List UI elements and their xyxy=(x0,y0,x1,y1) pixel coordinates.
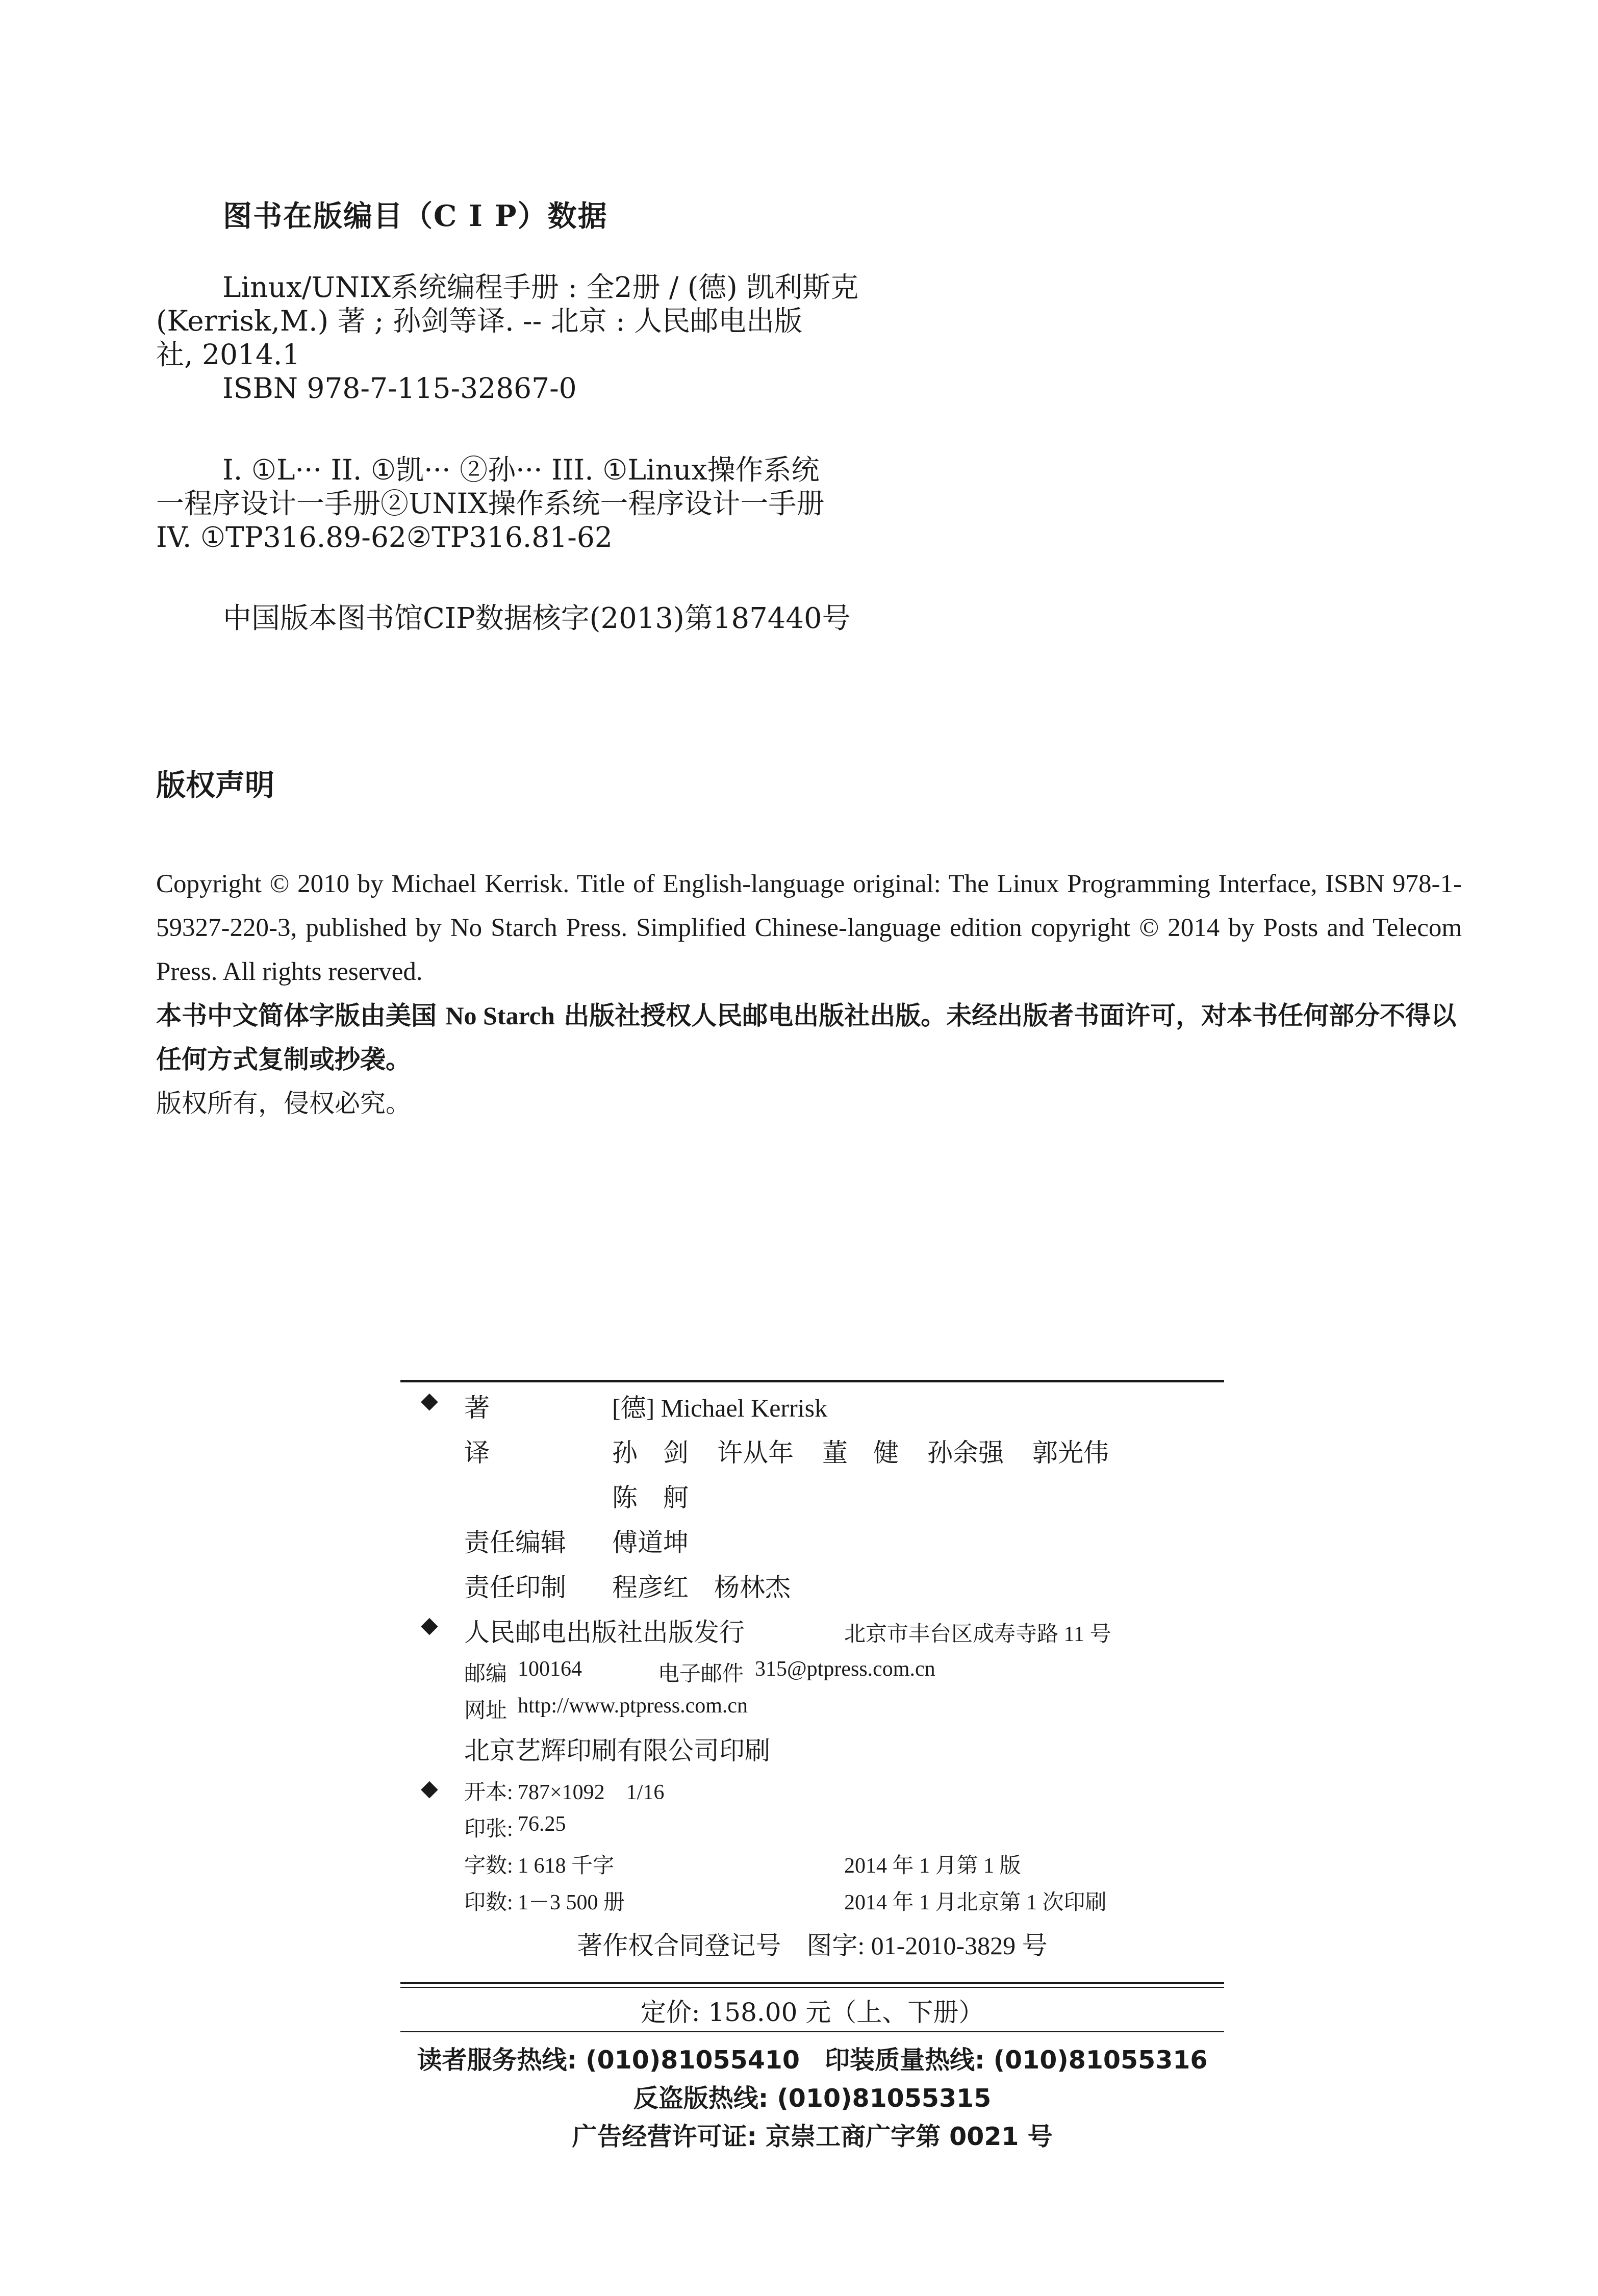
classification-line: 一程序设计一手册②UNIX操作系统一程序设计一手册 xyxy=(156,487,825,520)
cip-line: Linux/UNIX系统编程手册 : 全2册 / (德) 凯利斯克 xyxy=(222,271,859,304)
copyright-body xyxy=(156,862,1462,1125)
classification-line: IV. ①TP316.89-62②TP316.81-62 xyxy=(156,521,613,553)
editor-value: 傅道坤 xyxy=(612,1528,689,1557)
cip-classification xyxy=(156,453,1023,554)
copyright-english: Copyright © 2010 by Michael Kerrisk. Title of English-language original: The Linux Programming Interface, ISBN 978-1-59327-220-3, published by No Starch Press. Simplified Chinese-language edition copyright © 2014 by Posts and Telecom Press. All rights reserved. xyxy=(156,870,1462,986)
price-bottom-rule xyxy=(400,2031,1224,2032)
cip-record-number: 中国版本图书馆CIP数据核字(2013)第187440号 xyxy=(223,602,851,635)
editor-label: 责任编辑 xyxy=(464,1528,566,1557)
format-value: 787×1092 1/16 xyxy=(518,1781,665,1804)
colophon-top-rule xyxy=(400,1380,1224,1382)
postcode: 100164 xyxy=(518,1657,582,1681)
bullet-icon: ◆ xyxy=(421,1612,438,1637)
price: 定价: 158.00 元（上、下册） xyxy=(640,1998,984,2027)
cip-line: 社, 2014.1 xyxy=(156,338,300,371)
ad-license xyxy=(400,2117,1224,2153)
translator-label: 译 xyxy=(464,1439,490,1467)
format-label: 开本: xyxy=(464,1781,513,1804)
price-top-rule-thin xyxy=(400,1987,1224,1988)
service-hotline xyxy=(400,2040,1224,2076)
website-label: 网址 xyxy=(464,1699,508,1723)
copyright-chinese-pre: 本书中文简体字版由美国 xyxy=(156,1001,446,1030)
email-label: 电子邮件 xyxy=(658,1662,744,1686)
website: http://www.ptpress.com.cn xyxy=(518,1694,748,1718)
bullet-icon: ◆ xyxy=(421,1388,438,1413)
cip-record xyxy=(156,270,998,405)
edition: 2014 年 1 月第 1 版 xyxy=(844,1854,1021,1878)
classification-line: I. ①L··· II. ①凯··· ②孙··· III. ①Linux操作系统 xyxy=(222,453,820,486)
translator-name: 董 健 xyxy=(822,1439,899,1467)
translator-list xyxy=(612,1432,1137,1469)
copyright-chinese-bold: No Starch xyxy=(445,1001,555,1030)
bullet-icon: ◆ xyxy=(421,1776,438,1801)
rights-reserved: 版权所有，侵权必究。 xyxy=(156,1089,411,1118)
ad-license-text: 广告经营许可证: 京崇工商广字第 0021 号 xyxy=(572,2122,1053,2151)
author-value: [德] Michael Kerrisk xyxy=(612,1394,828,1422)
isbn-line: ISBN 978-7-115-32867-0 xyxy=(222,372,577,405)
publisher: 人民邮电出版社出版发行 xyxy=(464,1618,745,1647)
copies-label: 印数: xyxy=(464,1891,513,1914)
words-value: 1 618 千字 xyxy=(518,1854,615,1878)
sheets-label: 印张: xyxy=(464,1818,513,1841)
contract-registration: 著作权合同登记号 图字: 01-2010-3829 号 xyxy=(577,1931,1048,1960)
antipiracy-hotline-text: 反盗版热线: (010)81055315 xyxy=(633,2084,992,2113)
copyright-chinese xyxy=(156,994,1462,1081)
printer: 北京艺辉印刷有限公司印刷 xyxy=(464,1736,770,1765)
copies-value: 1－3 500 册 xyxy=(518,1891,625,1914)
translator-name: 孙余强 xyxy=(927,1439,1004,1467)
print-date: 2014 年 1 月北京第 1 次印刷 xyxy=(844,1891,1107,1914)
antipiracy-hotline xyxy=(400,2079,1224,2114)
translator-name: 陈 舸 xyxy=(612,1483,689,1512)
colophon xyxy=(400,1387,1224,1970)
printing-supervisor-value: 程彦红 杨林杰 xyxy=(612,1573,791,1602)
translator-name: 郭光伟 xyxy=(1032,1439,1109,1467)
cip-line: (Kerrisk,M.) 著 ; 孙剑等译. -- 北京 : 人民邮电出版 xyxy=(156,305,803,337)
words-label: 字数: xyxy=(464,1854,513,1878)
copyright-heading: 版权声明 xyxy=(156,768,275,802)
author-label: 著 xyxy=(464,1394,490,1422)
translator-name: 孙 剑 xyxy=(612,1439,689,1467)
translator-name: 许从年 xyxy=(717,1439,794,1467)
printing-supervisor-label: 责任印制 xyxy=(464,1573,566,1602)
postcode-label: 邮编 xyxy=(464,1662,508,1686)
publisher-address: 北京市丰台区成寿寺路 11 号 xyxy=(844,1623,1111,1646)
email: 315@ptpress.com.cn xyxy=(755,1657,935,1681)
price-top-rule xyxy=(400,1982,1224,1984)
cip-title: 图书在版编目（C I P）数据 xyxy=(223,199,608,233)
sheets-value: 76.25 xyxy=(518,1812,566,1836)
copyright-chinese-post: 出版社授权人民邮电出版社出版。未经出版者书面许可，对本书任何部分不得以任何方式复制或抄袭。 xyxy=(156,1001,1457,1074)
service-hotline-text: 读者服务热线: (010)81055410 印装质量热线: (010)81055316 xyxy=(417,2046,1208,2075)
